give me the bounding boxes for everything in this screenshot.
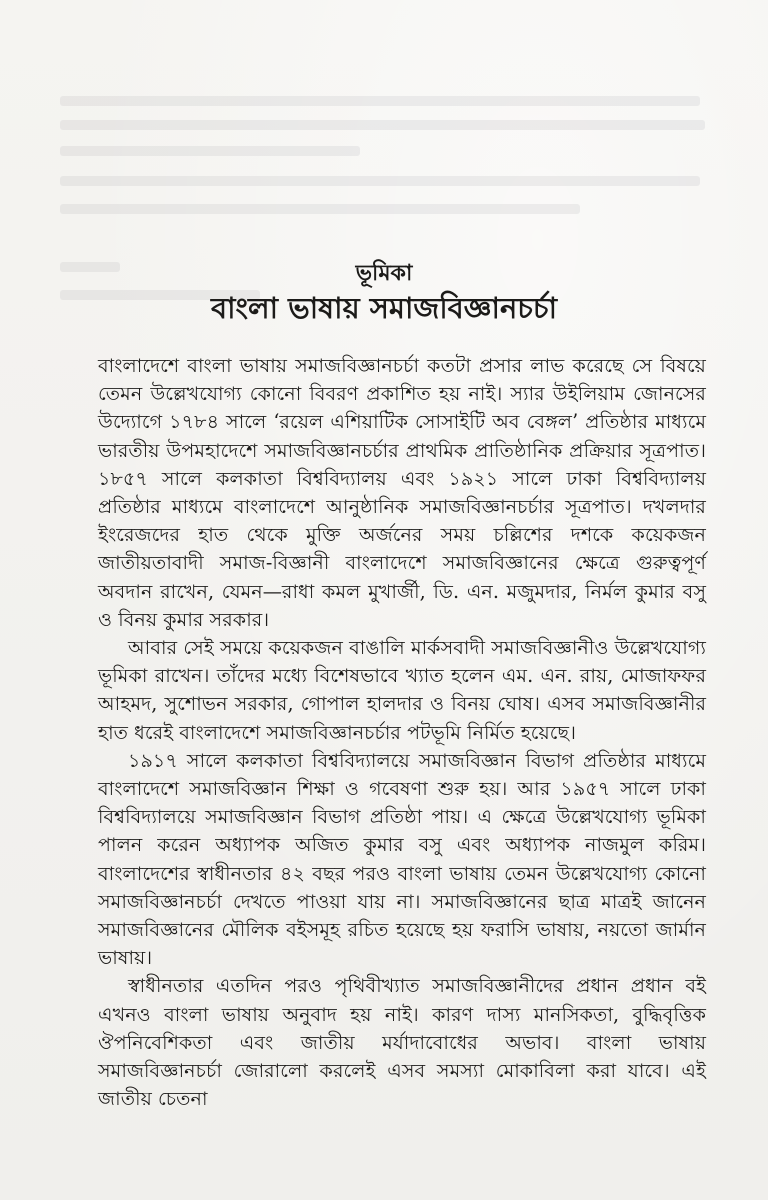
paragraph-2: আবার সেই সময়ে কয়েকজন বাঙালি মার্কসবাদী সমাজবিজ্ঞানীও উল্লেখযোগ্য ভূমিকা রাখেন। তাঁদের মধ্যে বিশেষভাবে খ্যাত হলেন এম. এন. রায়, মোজাফফর আহমদ, সুশোভন সরকার, গোপাল হালদার ও বিনয় ঘোষ। এসব সমাজবিজ্ঞানীর হাত ধরেই বাংলাদেশে সমাজবিজ্ঞানচর্চার পটভূমি নির্মিত হয়েছে।	[98, 636, 706, 744]
page-title: বাংলা ভাষায় সমাজবিজ্ঞানচর্চা	[211, 291, 557, 325]
paragraph-4: স্বাধীনতার এতদিন পরও পৃথিবীখ্যাত সমাজবিজ্ঞানীদের প্রধান প্রধান বই এখনও বাংলা ভাষায় অনুবাদ হয় নাই। কারণ দাস্য মানসিকতা, বুদ্ধিবৃত্তিক ঔপনিবেশিকতা এবং জাতীয় মর্যাদাবোধের অভাব। বাংলা ভাষায় সমাজবিজ্ঞানচর্চা জোরালো করলেই এসব সমস্যা মোকাবিলা করা যাবে। এই জাতীয় চেতনা	[98, 974, 706, 1111]
body-text	[98, 352, 706, 1113]
paragraph-3: ১৯১৭ সালে কলকাতা বিশ্ববিদ্যালয়ে সমাজবিজ্ঞান বিভাগ প্রতিষ্ঠার মাধ্যমে বাংলাদেশে সমাজবিজ্ঞান শিক্ষা ও গবেষণা শুরু হয়। আর ১৯৫৭ সালে ঢাকা বিশ্ববিদ্যালয়ে সমাজবিজ্ঞান বিভাগ প্রতিষ্ঠা পায়। এ ক্ষেত্রে উল্লেখযোগ্য ভূমিকা পালন করেন অধ্যাপক অজিত কুমার বসু এবং অধ্যাপক নাজমুল করিম। বাংলাদেশের স্বাধীনতার ৪২ বছর পরও বাংলা ভাষায় তেমন উল্লেখযোগ্য কোনো সমাজবিজ্ঞানচর্চা দেখতে পাওয়া যায় না। সমাজবিজ্ঞানের ছাত্র মাত্রই জানেন সমাজবিজ্ঞানের মৌলিক বইসমূহ রচিত হয়েছে হয় ফরাসি ভাষায়, নয়তো জার্মান ভাষায়।	[98, 748, 706, 970]
paragraph-1: বাংলাদেশে বাংলা ভাষায় সমাজবিজ্ঞানচর্চা কতটা প্রসার লাভ করেছে সে বিষয়ে তেমন উল্লেখযোগ্য কোনো বিবরণ প্রকাশিত হয় নাই। স্যার উইলিয়াম জোনসের উদ্যোগে ১৭৮৪ সালে ‘রয়েল এশিয়াটিক সোসাইটি অব বেঙ্গল’ প্রতিষ্ঠার মাধ্যমে ভারতীয় উপমহাদেশে সমাজবিজ্ঞানচর্চার প্রাথমিক প্রাতিষ্ঠানিক প্রক্রিয়ার সূত্রপাত। ১৮৫৭ সালে কলকাতা বিশ্ববিদ্যালয় এবং ১৯২১ সালে ঢাকা বিশ্ববিদ্যালয় প্রতিষ্ঠার মাধ্যমে বাংলাদেশে আনুষ্ঠানিক সমাজবিজ্ঞানচর্চার সূত্রপাত। দখলদার ইংরেজদের হাত থেকে মুক্তি অর্জনের সময় চল্লিশের দশকে কয়েকজন জাতীয়তাবাদী সমাজ-বিজ্ঞানী বাংলাদেশে সমাজবিজ্ঞানের ক্ষেত্রে গুরুত্বপূর্ণ অবদান রাখেন, যেমন—রাধা কমল মুখার্জী, ডি. এন. মজুমদার, নির্মল কুমার বসু ও বিনয় কুমার সরকার।	[98, 354, 706, 631]
section-subtitle: ভূমিকা	[355, 260, 413, 286]
